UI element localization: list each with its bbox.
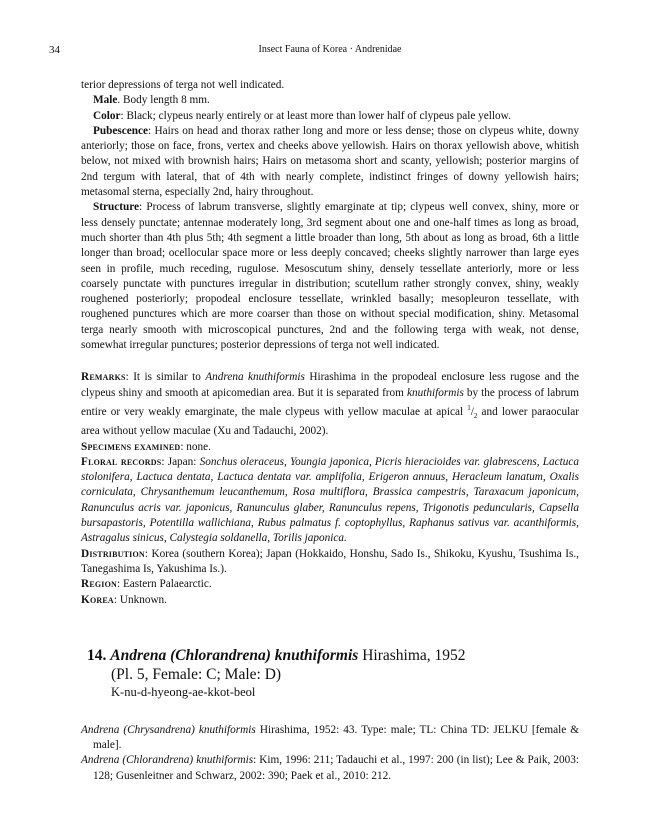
- structure-paragraph: [81, 200, 579, 353]
- remarks-text-3: by the process of labrum entire or very weakly emarginate, the male clypeus with yellow maculae at apical: [81, 386, 579, 418]
- species-plate: (Pl. 5, Female: C; Male: D): [111, 665, 282, 683]
- korea-heading: Korea: [81, 593, 114, 606]
- floral-heading: Floral records: [81, 455, 162, 468]
- remarks-species-1: Andrena knuthiformis: [205, 371, 305, 384]
- body-text: [81, 78, 579, 784]
- remarks-text-1: : It is similar to: [125, 371, 206, 384]
- female-description-tail: terior depressions of terga not well indicated.: [81, 79, 285, 91]
- region-text: : Eastern Palaearctic.: [117, 578, 212, 591]
- structure-heading: Structure: [93, 201, 140, 214]
- color-text: : Black; clypeus nearly entirely or at least more than lower half of clypeus pale yellow.: [120, 109, 511, 122]
- remarks-species-2: knuthiformis: [406, 386, 464, 399]
- floral-paragraph: [81, 455, 579, 547]
- remarks-text-4: and lower paraocular area without yellow maculae (Xu and Tadauchi, 2002).: [81, 405, 580, 438]
- floral-lead: : Japan:: [161, 455, 200, 468]
- region-paragraph: [81, 577, 579, 592]
- synonym-text-1: Hirashima, 1952: 43. Type: male; TL: China TD: JELKU [female & male].: [93, 723, 579, 752]
- male-text: . Body length 8 mm.: [117, 94, 210, 107]
- specimens-heading: Specimens examined: [81, 440, 181, 453]
- region-heading: Region: [81, 578, 117, 591]
- species-title: [87, 646, 579, 665]
- synonymy-entry-2: [81, 753, 579, 784]
- running-title: Insect Fauna of Korea · Andrenidae: [258, 44, 402, 55]
- specimens-text: : none.: [180, 440, 211, 453]
- pubescence-text: : Hairs on head and thorax rather long and more or less dense; those on clypeus white, downy anteriorly; those on face, frons, vertex and cheeks above yellowish. Hairs on thorax yellowish above, whitish below, not mixed with brownish hairs; Hairs on metasoma short and scanty, yellowish; posterior margins of 2nd tergum with lateral, that of 4th with nearly complete, indistinct fringes of downy yellowish hairs; metasomal sterna, especially 2nd, hairy throughout.: [81, 124, 579, 199]
- synonymy-entry-1: [81, 723, 579, 754]
- page-number: 34: [49, 44, 60, 56]
- species-name: Andrena (Chlorandrena) knuthiformis: [110, 646, 359, 664]
- remarks-heading: Remarks: [81, 371, 126, 384]
- synonym-name-1: Andrena (Chrysandrena) knuthiformis: [81, 723, 256, 736]
- distribution-heading: Distribution: [81, 547, 145, 560]
- species-korean-reading: K-nu-d-hyeong-ae-kkot-beol: [111, 684, 256, 699]
- section-gap: [81, 701, 579, 723]
- korea-text: : Unknown.: [113, 593, 167, 606]
- species-author: Hirashima, 1952: [358, 646, 466, 664]
- structure-text: : Process of labrum transverse, slightly emarginate at tip; clypeus well convex, shiny, more or less densely punctate; antennae moderately long, 3rd segment about one and one-half times as long as broad, much shorter than 4th plus 5th; 4th segment a little broader than long, 5th about as long as broad, 6th a little longer than broad; ocellocular space more or less deeply concaved; cheeks slightly narrower than large eyes seen in profile, much receding, rugulose. Mesoscutum shiny, densely tessellate anteriorly, more or less coarsely punctate with punctures irregular in distribution; scutellum rather strongly convex, shiny, weakly roughened posteriorly; propodeal enclosure tessellate, wrinkled basally; mesopleuron tessellate, with roughened punctures which are more coarser than those on without special modification, shiny. Metasomal terga nearly smooth with microscopical punctures, 2nd and the following terga with weak, not dense, somewhat irregular punctures; posterior depressions of terga not well indicated.: [81, 201, 579, 352]
- fraction-denominator: 2: [473, 411, 478, 420]
- male-heading: Male: [93, 94, 118, 107]
- korea-paragraph: [81, 593, 579, 608]
- distribution-paragraph: [81, 547, 579, 578]
- running-header: [49, 44, 579, 60]
- species-heading: [81, 646, 579, 701]
- remarks-paragraph: Remarks: It is similar to Andrena knuthiformis Hirashima in the propodeal enclosure less rugose and the clypeus shiny and smooth at apicomedian area. But it is separated from knuthiformis by the process of labrum entire or very weakly emarginate, the male clypeus with yellow maculae at apical $^1/_2$ and lower paraocular area without yellow maculae (Xu and Tadauchi, 2002).: [81, 371, 580, 438]
- synonym-name-2: Andrena (Chlorandrena) knuthiformis: [81, 754, 254, 767]
- male-paragraph: [81, 93, 579, 108]
- section-gap-large: [81, 608, 579, 646]
- floral-plant-list: Sonchus oleraceus, Youngia japonica, Picris hieracioides var. glabrescens, Lactuca stolonifera, Lactuca dentata, Lactuca dentata var. amplifolia, Erigeron annuus, Heracleum lanatum, Oxalis corniculata, Chrysanthemum leucanthemum, Rosa multiflora, Brassica campestris, Taraxacum japonicum, Ranunculus acris var. japonicus, Ranunculus glaber, Ranunculus repens, Trigonotis peduncularis, Capsella bursapastoris, Potentilla wallichiana, Rubus palmatus f. coptophyllus, Raphanus sativus var. acanthiformis, Astragalus sinicus, Calystegia soldanella, Torilis japonica.: [81, 455, 579, 545]
- remarks-text-2: Hirashima in the propodeal enclosure less rugose and the clypeus shiny and smooth at apicomedian area. But it is separated from: [81, 371, 579, 399]
- species-number: 14.: [87, 646, 107, 664]
- section-gap: [81, 353, 579, 370]
- fraction-numerator: 1: [467, 403, 471, 412]
- pubescence-heading: Pubescence: [93, 124, 148, 137]
- synonym-text-2: : Kim, 1996: 211; Tadauchi et al., 1997: 200 (in list); Lee & Paik, 2003: 128; Gusenleitner and Schwarz, 2002: 390; Paek et al., 2010: 212.: [93, 754, 580, 782]
- pubescence-paragraph: [81, 124, 579, 200]
- color-paragraph: [81, 109, 579, 124]
- specimens-paragraph: [81, 440, 579, 455]
- distribution-text: : Korea (southern Korea); Japan (Hokkaido, Honshu, Sado Is., Shikoku, Kyushu, Tsushima Is., Tanegashima Is, Yakushima Is.).: [81, 547, 579, 575]
- color-heading: Color: [93, 109, 121, 122]
